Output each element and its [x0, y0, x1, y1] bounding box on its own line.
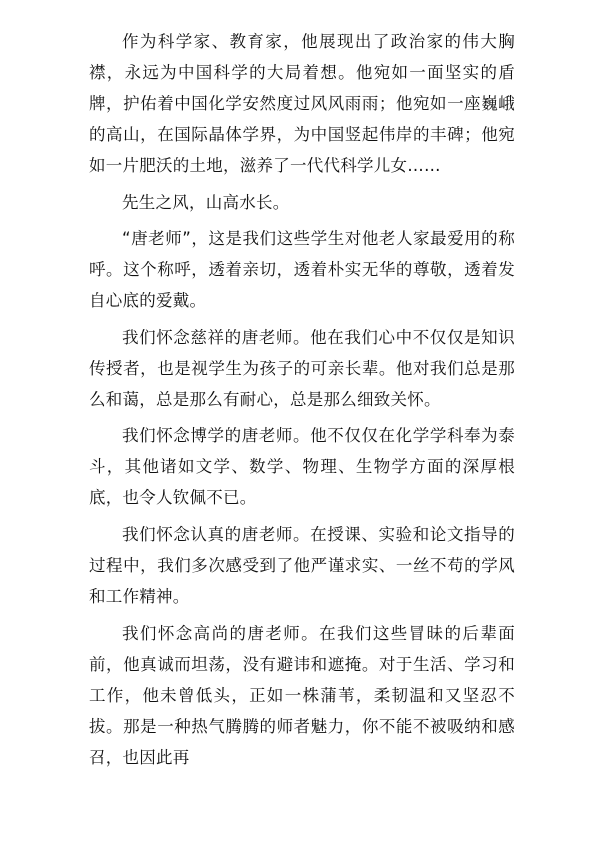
article-body — [89, 26, 515, 778]
paragraph-learned-teacher: 我们怀念博学的唐老师。他不仅仅在化学学科奉为泰斗，其他诸如文学、数学、物理、生物学方面的深厚根底，也令人钦佩不已。 — [89, 426, 515, 508]
paragraph-teacher-name: “唐老师”，这是我们这些学生对他老人家最爱用的称呼。这个称呼，透着亲切，透着朴实无华的尊敬，透着发自心底的爱戴。 — [89, 229, 515, 311]
paragraph-scientist-educator: 作为科学家、教育家，他展现出了政治家的伟大胸襟，永远为中国科学的大局着想。他宛如一面坚实的盾牌，护佑着中国化学安然度过风风雨雨；他宛如一座巍峨的高山，在国际晶体学界，为中国竖起伟岸的丰碑；他宛如一片肥沃的土地，滋养了一代代科学儿女…… — [89, 32, 515, 175]
paragraph-conscientious-teacher: 我们怀念认真的唐老师。在授课、实验和论文指导的过程中，我们多次感受到了他严谨求实、一丝不苟的学风和工作精神。 — [89, 524, 515, 606]
paragraph-kind-teacher: 我们怀念慈祥的唐老师。他在我们心中不仅仅是知识传授者，也是视学生为孩子的可亲长辈。他对我们总是那么和蔼，总是那么有耐心，总是那么细致关怀。 — [89, 327, 515, 409]
paragraph-noble-teacher: 我们怀念高尚的唐老师。在我们这些冒昧的后辈面前，他真诚而坦荡，没有避讳和遮掩。对于生活、学习和工作，他未曾低头，正如一株蒲苇，柔韧温和又坚忍不拔。那是一种热气腾腾的师者魅力，你不能不被吸纳和感召，也因此再 — [89, 623, 515, 767]
paragraph-motto: 先生之风，山高水长。 — [122, 192, 290, 212]
